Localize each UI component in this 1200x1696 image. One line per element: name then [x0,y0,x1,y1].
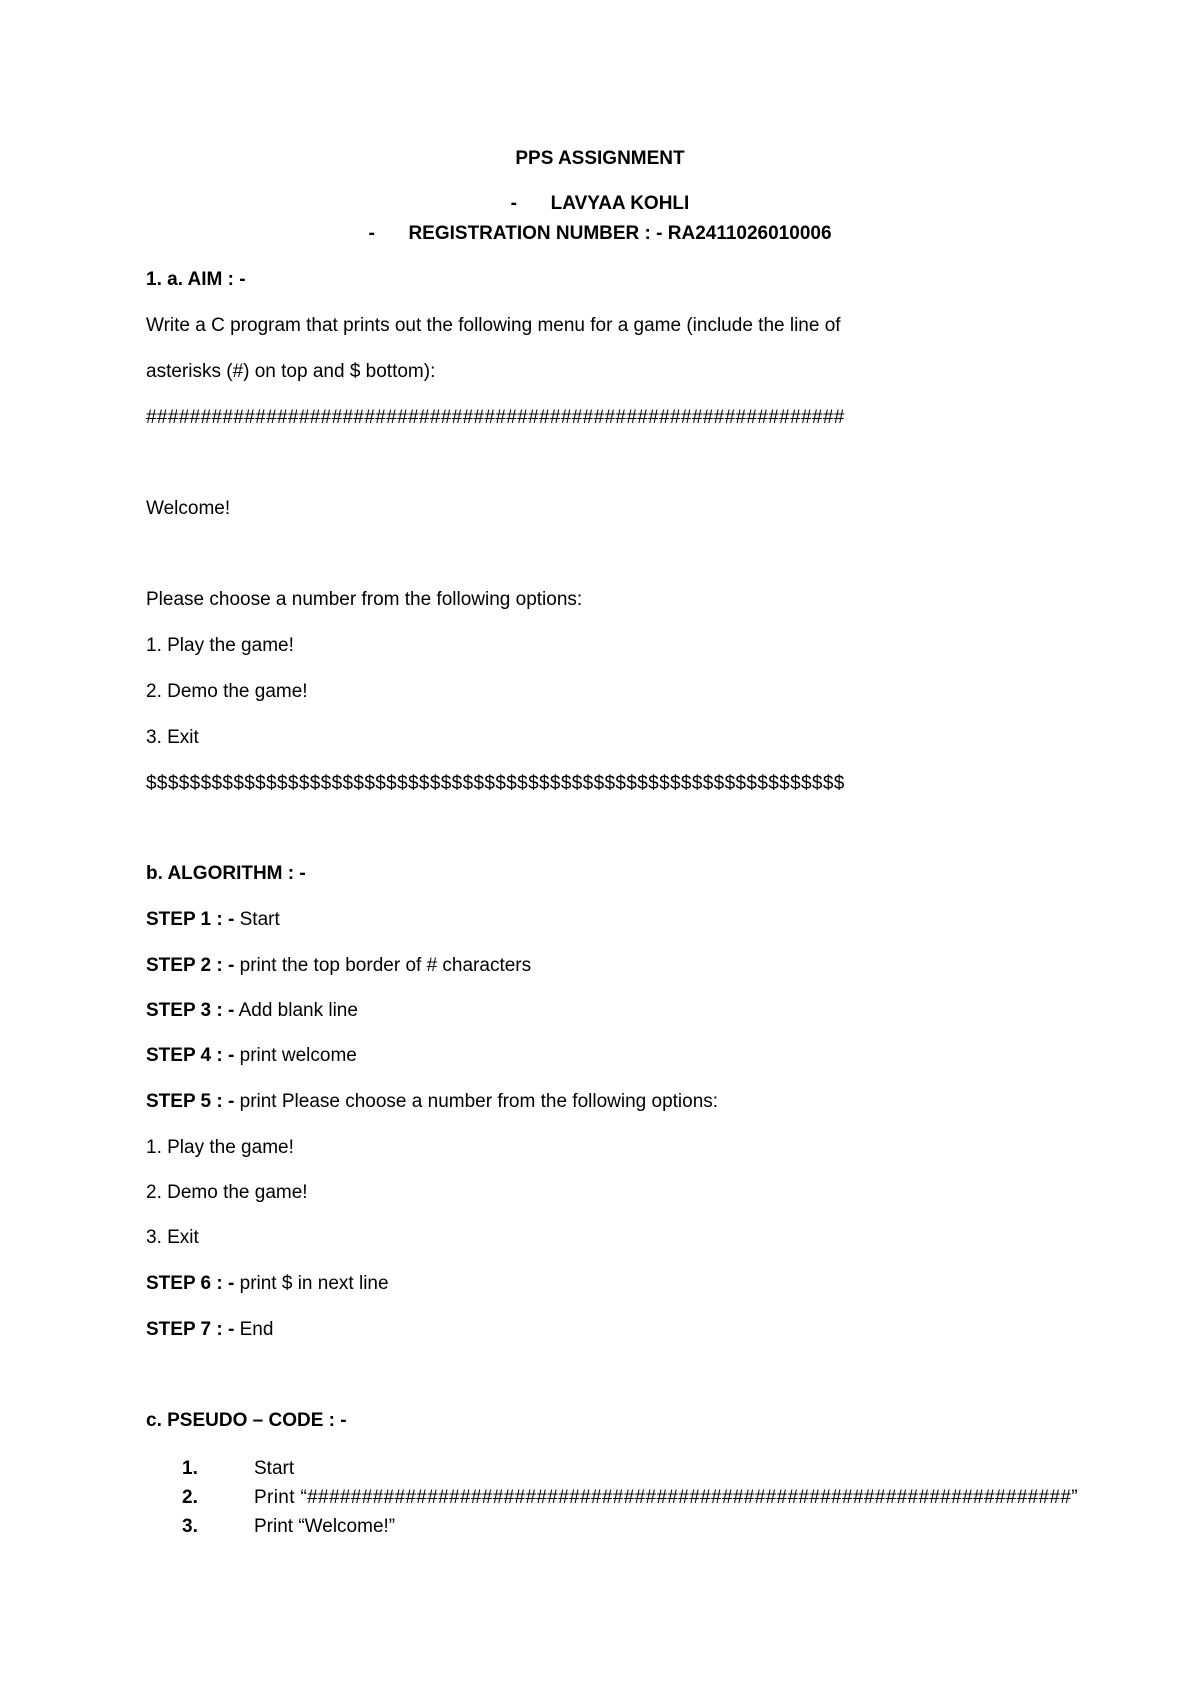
registration-line [0,222,1200,246]
algorithm-step [146,1090,718,1114]
algorithm-heading: b. ALGORITHM : - [146,863,306,884]
registration-number: REGISTRATION NUMBER : - RA2411026010006 [408,223,832,244]
step-label: STEP 3 : - [146,1000,235,1021]
algorithm-option-3: 3. Exit [146,1227,199,1248]
pseudo-code-item [182,1457,294,1481]
step-label: STEP 4 : - [146,1045,235,1066]
algorithm-option-1: 1. Play the game! [146,1137,294,1158]
algorithm-option-2: 2. Demo the game! [146,1182,308,1203]
algorithm-step [146,1318,273,1342]
algorithm-step [146,999,358,1023]
aim-heading: 1. a. AIM : - [146,269,246,290]
step-text: Start [234,909,280,930]
aim-text-1: Write a C program that prints out the following menu for a game (include the line of [146,315,841,336]
document-title: PPS ASSIGNMENT [515,148,685,169]
step-label: STEP 7 : - [146,1319,235,1340]
item-text: Print “Welcome!” [254,1516,396,1537]
hash-border-line: ################################################################ [146,407,845,428]
algorithm-step [146,908,280,932]
aim-text-2: asterisks (#) on top and $ bottom): [146,361,436,382]
step-text: print the top border of # characters [234,955,532,976]
step-text: print welcome [234,1045,357,1066]
algorithm-step [146,1044,357,1068]
option-3: 3. Exit [146,727,199,748]
dollar-border-line: $$$$$$$$$$$$$$$$$$$$$$$$$$$$$$$$$$$$$$$$$$$$$$$$$$$$$$$$$$$$$$$$ [146,773,845,794]
dash: - [368,223,375,244]
item-number: 1. [182,1458,198,1479]
author-line [0,192,1200,216]
dash: - [510,193,517,214]
algorithm-step [146,954,531,978]
pseudo-code-item [182,1515,395,1539]
welcome-text: Welcome! [146,498,231,519]
item-text: Start [254,1458,295,1479]
author-name: LAVYAA KOHLI [550,193,690,214]
item-number: 3. [182,1516,198,1537]
option-2: 2. Demo the game! [146,681,308,702]
algorithm-step [146,1272,389,1296]
step-text: print $ in next line [234,1273,389,1294]
step-text: Add blank line [234,1000,358,1021]
step-text: print Please choose a number from the following options: [234,1091,719,1112]
step-label: STEP 2 : - [146,955,235,976]
item-text: Print “######################################################################” [254,1487,1078,1508]
step-label: STEP 5 : - [146,1091,235,1112]
item-number: 2. [182,1487,198,1508]
pseudo-code-heading: c. PSEUDO – CODE : - [146,1410,347,1431]
option-1: 1. Play the game! [146,635,294,656]
pseudo-code-item [182,1486,1078,1510]
step-label: STEP 1 : - [146,909,235,930]
step-label: STEP 6 : - [146,1273,235,1294]
options-prompt: Please choose a number from the following options: [146,589,583,610]
step-text: End [234,1319,274,1340]
